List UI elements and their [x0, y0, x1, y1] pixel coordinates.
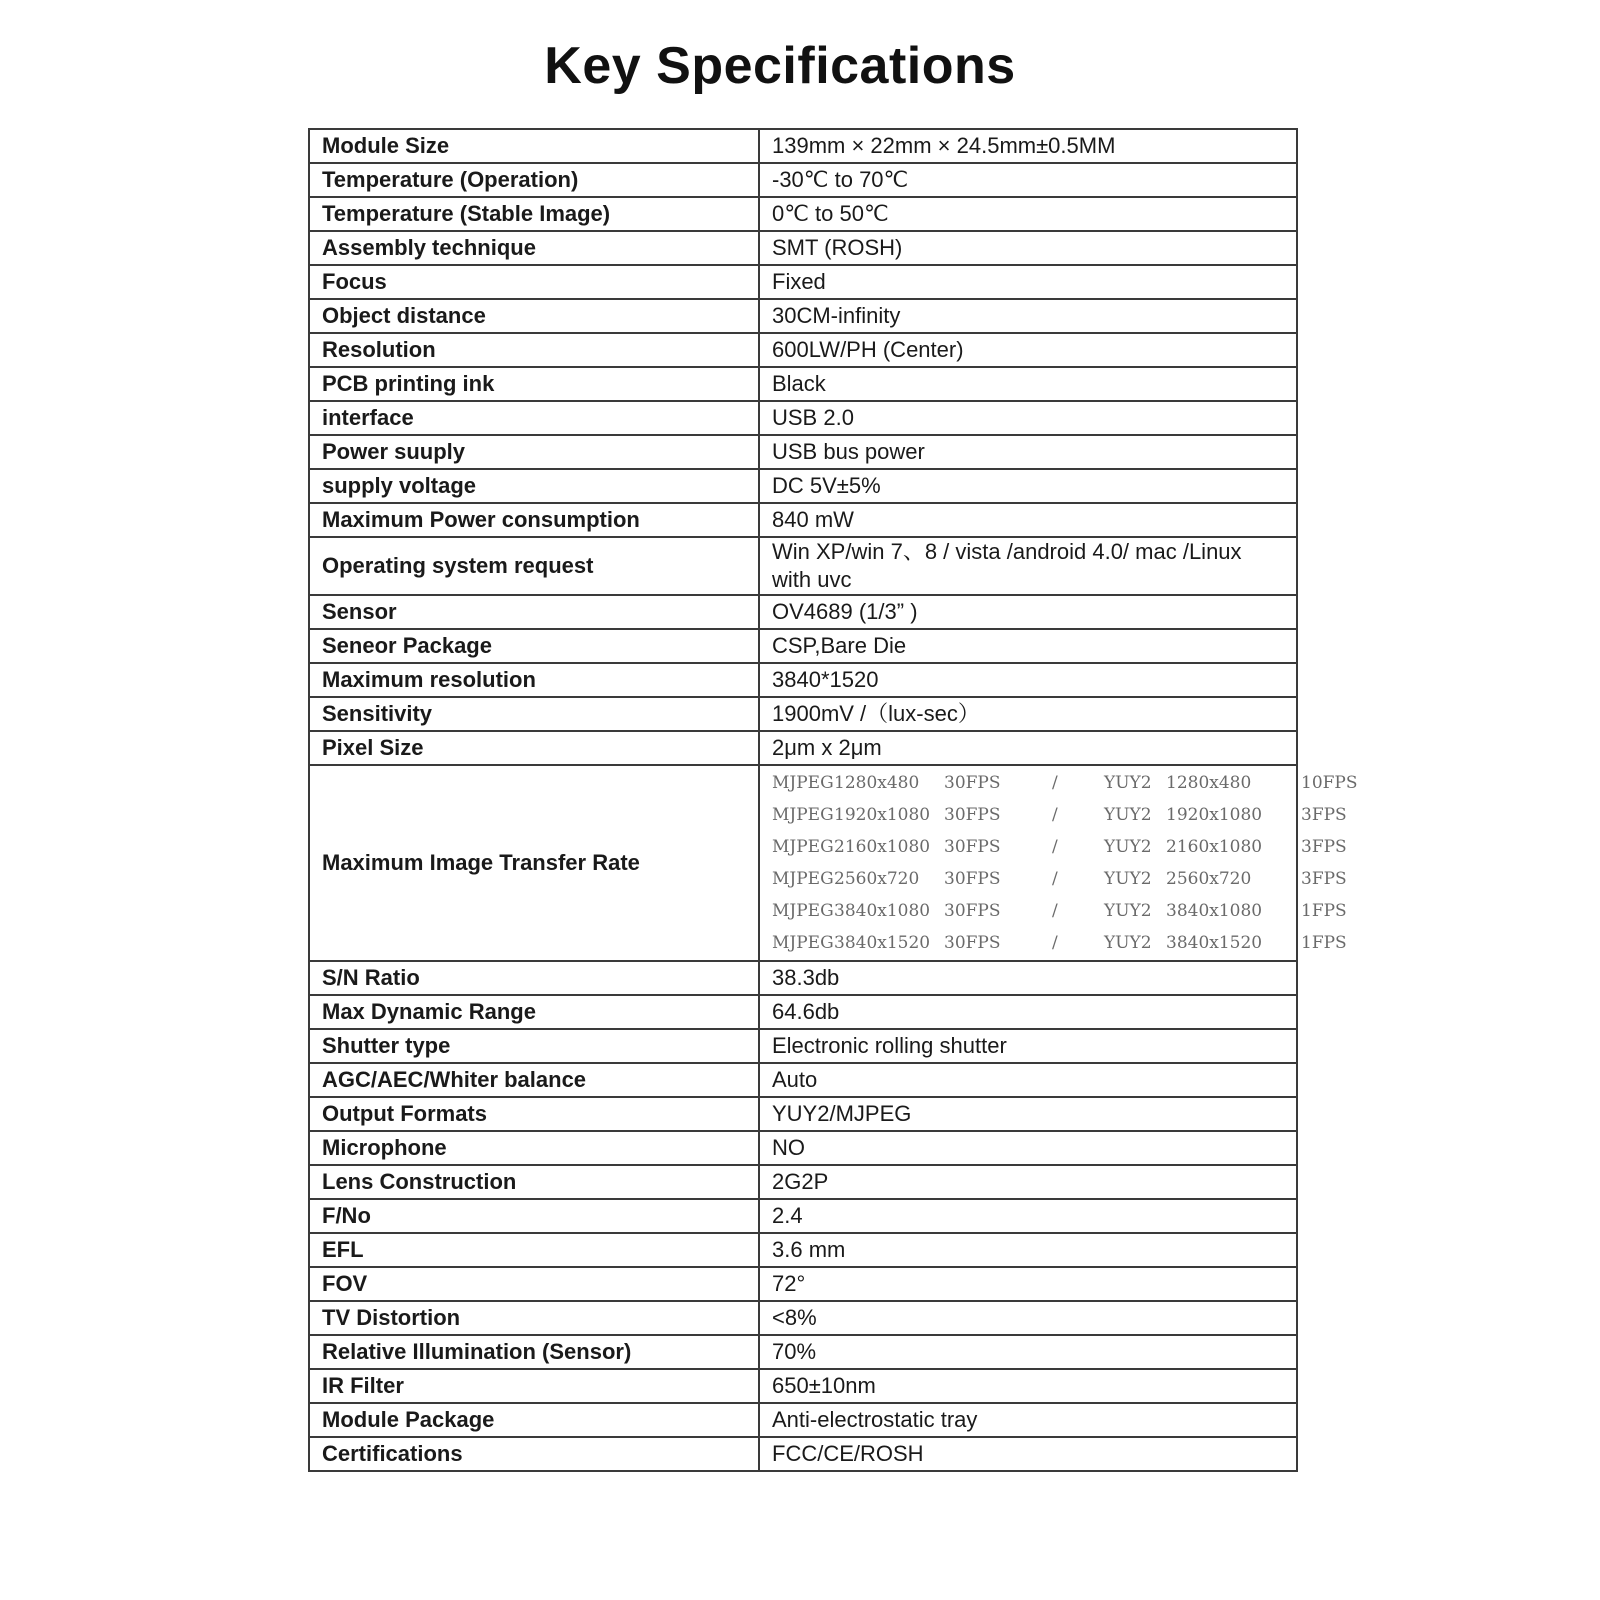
- spec-label: Resolution: [309, 333, 759, 367]
- spec-label: Shutter type: [309, 1029, 759, 1063]
- spec-label: Operating system request: [309, 537, 759, 595]
- table-row: [309, 1165, 1297, 1199]
- spec-label: Sensitivity: [309, 697, 759, 731]
- spec-label: Max Dynamic Range: [309, 995, 759, 1029]
- rate-fmt2: YUY2: [1104, 901, 1152, 921]
- transfer-rate-line: [772, 895, 1347, 927]
- table-row: [309, 197, 1297, 231]
- spec-value: USB 2.0: [759, 401, 1297, 435]
- transfer-rate-line: [772, 767, 1358, 799]
- rate-fmt2: YUY2: [1104, 869, 1152, 889]
- spec-value: 2μm x 2μm: [759, 731, 1297, 765]
- transfer-rate-line: [772, 863, 1347, 895]
- spec-label: AGC/AEC/Whiter balance: [309, 1063, 759, 1097]
- spec-value: 70%: [759, 1335, 1297, 1369]
- spec-label: S/N Ratio: [309, 961, 759, 995]
- table-row: [309, 503, 1297, 537]
- rate-fps1: 30FPS: [944, 933, 1001, 953]
- rate-fps2: 3FPS: [1301, 805, 1347, 825]
- rate-fmt1: MJPEG: [772, 837, 834, 857]
- spec-value: Electronic rolling shutter: [759, 1029, 1297, 1063]
- spec-label: Seneor Package: [309, 629, 759, 663]
- rate-fps1: 30FPS: [944, 901, 1001, 921]
- spec-label: Module Package: [309, 1403, 759, 1437]
- rate-fmt1: MJPEG: [772, 773, 834, 793]
- spec-label: TV Distortion: [309, 1301, 759, 1335]
- spec-label: Microphone: [309, 1131, 759, 1165]
- spec-label: Sensor: [309, 595, 759, 629]
- spec-label: IR Filter: [309, 1369, 759, 1403]
- spec-value: USB bus power: [759, 435, 1297, 469]
- spec-value: Anti-electrostatic tray: [759, 1403, 1297, 1437]
- rate-sep: /: [1052, 933, 1058, 953]
- table-row: [309, 1335, 1297, 1369]
- spec-table: [308, 128, 1358, 1472]
- spec-value: Fixed: [759, 265, 1297, 299]
- spec-value: DC 5V±5%: [759, 469, 1297, 503]
- spec-value: 1900mV /（lux-sec）: [759, 697, 1297, 731]
- rate-sep: /: [1052, 805, 1058, 825]
- table-row: [309, 731, 1297, 765]
- spec-value: NO: [759, 1131, 1297, 1165]
- spec-value: 38.3db: [759, 961, 1297, 995]
- table-row: [309, 401, 1297, 435]
- transfer-rate-list: [772, 767, 1358, 959]
- spec-label: FOV: [309, 1267, 759, 1301]
- rate-res2: 1280x480: [1166, 773, 1252, 793]
- rate-fps2: 3FPS: [1301, 869, 1347, 889]
- table-row: [309, 1437, 1297, 1471]
- rate-fmt1: MJPEG: [772, 933, 834, 953]
- rate-fps2: 1FPS: [1301, 933, 1347, 953]
- table-row: [309, 629, 1297, 663]
- table-row: [309, 1267, 1297, 1301]
- rate-fmt2: YUY2: [1104, 933, 1152, 953]
- spec-label: Maximum Power consumption: [309, 503, 759, 537]
- spec-label: Module Size: [309, 129, 759, 163]
- rate-fps1: 30FPS: [944, 837, 1001, 857]
- spec-value: Win XP/win 7、8 / vista /android 4.0/ mac /Linux with uvc: [759, 537, 1297, 595]
- spec-label: Certifications: [309, 1437, 759, 1471]
- table-row: [309, 1097, 1297, 1131]
- table-row: [309, 961, 1297, 995]
- table-row: [309, 595, 1297, 629]
- transfer-rate-line: [772, 927, 1347, 959]
- spec-label: Maximum Image Transfer Rate: [309, 765, 759, 961]
- rate-fps1: 30FPS: [944, 773, 1001, 793]
- spec-value: 2.4: [759, 1199, 1297, 1233]
- spec-label: supply voltage: [309, 469, 759, 503]
- spec-label: F/No: [309, 1199, 759, 1233]
- table-row: [309, 333, 1297, 367]
- rate-fps2: 3FPS: [1301, 837, 1347, 857]
- spec-label: Maximum resolution: [309, 663, 759, 697]
- spec-label: interface: [309, 401, 759, 435]
- table-row: [309, 995, 1297, 1029]
- table-row: [309, 1199, 1297, 1233]
- rate-fmt2: YUY2: [1104, 805, 1152, 825]
- spec-label: Power suuply: [309, 435, 759, 469]
- spec-value: Auto: [759, 1063, 1297, 1097]
- spec-value: 2G2P: [759, 1165, 1297, 1199]
- spec-value: FCC/CE/ROSH: [759, 1437, 1297, 1471]
- spec-value: 840 mW: [759, 503, 1297, 537]
- rate-fmt2: YUY2: [1104, 837, 1152, 857]
- table-row: [309, 663, 1297, 697]
- spec-label: Relative Illumination (Sensor): [309, 1335, 759, 1369]
- transfer-rate-line: [772, 831, 1347, 863]
- page-title: Key Specifications: [544, 37, 1016, 95]
- table-row: [309, 469, 1297, 503]
- spec-label: Temperature (Stable Image): [309, 197, 759, 231]
- rate-res2: 2560x720: [1166, 869, 1252, 889]
- spec-value: 30CM-infinity: [759, 299, 1297, 333]
- table-row: [309, 1369, 1297, 1403]
- rate-res1: 2160x1080: [834, 837, 931, 857]
- table-row: [309, 537, 1297, 595]
- rate-res1: 3840x1520: [834, 933, 931, 953]
- table-row: [309, 1131, 1297, 1165]
- table-row: [309, 367, 1297, 401]
- rate-fps2: 10FPS: [1301, 773, 1358, 793]
- rate-fmt1: MJPEG: [772, 901, 834, 921]
- spec-label: PCB printing ink: [309, 367, 759, 401]
- rate-res1: 1280x480: [834, 773, 920, 793]
- spec-label: Focus: [309, 265, 759, 299]
- table-row: [309, 129, 1297, 163]
- rate-sep: /: [1052, 837, 1058, 857]
- rate-sep: /: [1052, 901, 1058, 921]
- rate-sep: /: [1052, 869, 1058, 889]
- spec-value: 3.6 mm: [759, 1233, 1297, 1267]
- spec-table-body: [309, 129, 1358, 1471]
- spec-value: 139mm × 22mm × 24.5mm±0.5MM: [759, 129, 1297, 163]
- spec-value: 64.6db: [759, 995, 1297, 1029]
- table-row: [309, 697, 1297, 731]
- spec-value: SMT (ROSH): [759, 231, 1297, 265]
- rate-res2: 3840x1080: [1166, 901, 1263, 921]
- rate-fmt1: MJPEG: [772, 805, 834, 825]
- spec-value: 0℃ to 50℃: [759, 197, 1297, 231]
- rate-res1: 2560x720: [834, 869, 920, 889]
- spec-label: Temperature (Operation): [309, 163, 759, 197]
- spec-value: YUY2/MJPEG: [759, 1097, 1297, 1131]
- spec-value: [759, 765, 1358, 961]
- transfer-rate-line: [772, 799, 1347, 831]
- rate-fmt2: YUY2: [1104, 773, 1152, 793]
- table-row: [309, 231, 1297, 265]
- spec-label: Assembly technique: [309, 231, 759, 265]
- spec-value: 600LW/PH (Center): [759, 333, 1297, 367]
- spec-value: Black: [759, 367, 1297, 401]
- spec-value: CSP,Bare Die: [759, 629, 1297, 663]
- rate-fmt1: MJPEG: [772, 869, 834, 889]
- table-row: [309, 1063, 1297, 1097]
- spec-value: 3840*1520: [759, 663, 1297, 697]
- rate-sep: /: [1052, 773, 1058, 793]
- spec-value: 650±10nm: [759, 1369, 1297, 1403]
- rate-fps2: 1FPS: [1301, 901, 1347, 921]
- table-row: [309, 265, 1297, 299]
- rate-res1: 1920x1080: [834, 805, 931, 825]
- table-row: [309, 1233, 1297, 1267]
- spec-label: EFL: [309, 1233, 759, 1267]
- table-row: [309, 765, 1297, 961]
- rate-res2: 1920x1080: [1166, 805, 1263, 825]
- spec-value: <8%: [759, 1301, 1297, 1335]
- spec-value: 72°: [759, 1267, 1297, 1301]
- rate-res1: 3840x1080: [834, 901, 931, 921]
- rate-res2: 2160x1080: [1166, 837, 1263, 857]
- spec-label: Output Formats: [309, 1097, 759, 1131]
- spec-label: Object distance: [309, 299, 759, 333]
- rate-fps1: 30FPS: [944, 869, 1001, 889]
- table-row: [309, 1029, 1297, 1063]
- table-row: [309, 1301, 1297, 1335]
- table-row: [309, 299, 1297, 333]
- rate-res2: 3840x1520: [1166, 933, 1263, 953]
- table-row: [309, 1403, 1297, 1437]
- table-row: [309, 163, 1297, 197]
- table-row: [309, 435, 1297, 469]
- spec-label: Pixel Size: [309, 731, 759, 765]
- spec-value: OV4689 (1/3” ): [759, 595, 1297, 629]
- rate-fps1: 30FPS: [944, 805, 1001, 825]
- spec-label: Lens Construction: [309, 1165, 759, 1199]
- spec-value: -30℃ to 70℃: [759, 163, 1297, 197]
